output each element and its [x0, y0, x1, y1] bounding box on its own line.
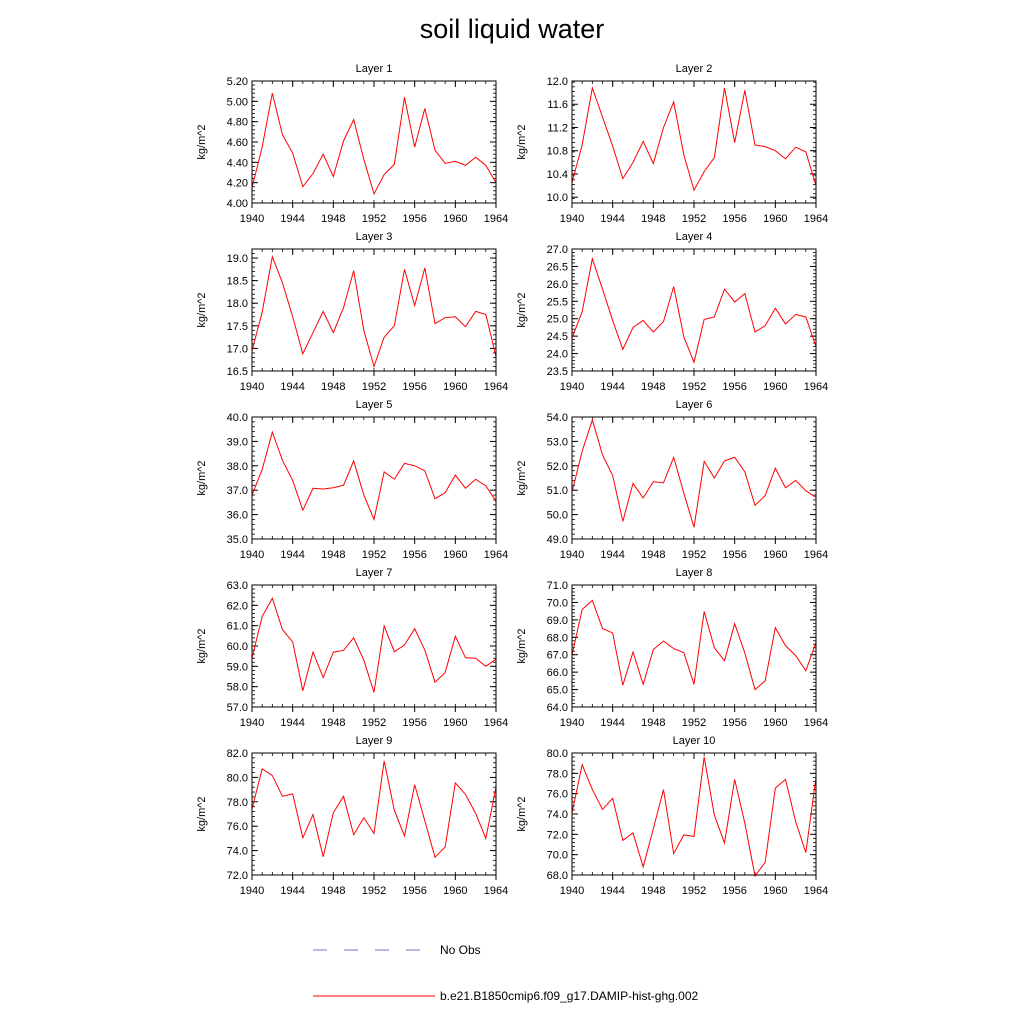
y-tick-label: 26.0	[546, 278, 568, 291]
legend-model-label: b.e21.B1850cmip6.f09_g17.DAMIP-hist-ghg.002	[440, 989, 699, 1003]
x-tick-label: 1948	[641, 549, 666, 561]
y-tick-label: 4.40	[226, 157, 248, 170]
y-tick-label: 59.0	[226, 661, 248, 674]
x-tick-label: 1956	[402, 885, 427, 897]
x-tick-label: 1964	[803, 717, 829, 729]
y-axis-label: kg/m^2	[196, 460, 208, 496]
plot-frame	[252, 249, 496, 371]
y-tick-label: 19.0	[226, 253, 248, 266]
x-tick-label: 1944	[600, 381, 625, 393]
series-line	[572, 600, 816, 689]
y-tick-label: 50.0	[546, 509, 568, 522]
y-tick-label: 40.0	[226, 412, 248, 424]
y-tick-label: 51.0	[546, 485, 568, 498]
y-tick-label: 35.0	[226, 534, 248, 546]
y-tick-label: 54.0	[546, 412, 568, 424]
x-tick-label: 1948	[641, 381, 666, 393]
y-axis-label: kg/m^2	[516, 796, 528, 832]
chart-panels	[196, 63, 828, 897]
x-tick-label: 1952	[681, 213, 707, 225]
y-tick-label: 4.60	[226, 137, 248, 149]
x-tick-label: 1952	[361, 717, 387, 729]
x-tick-label: 1948	[321, 717, 346, 729]
x-tick-label: 1956	[402, 381, 427, 393]
x-tick-label: 1960	[443, 885, 468, 897]
x-tick-label: 1952	[681, 381, 707, 393]
y-tick-label: 66.0	[546, 667, 568, 680]
panel-title: Layer 2	[675, 63, 713, 75]
series-line	[252, 761, 496, 857]
x-tick-label: 1944	[600, 717, 625, 729]
x-tick-label: 1964	[803, 549, 829, 561]
x-tick-label: 1952	[361, 381, 387, 393]
legend-obs-label: No Obs	[440, 943, 481, 957]
plot-frame	[252, 753, 496, 875]
x-tick-label: 1948	[321, 885, 346, 897]
x-tick-label: 1948	[321, 213, 346, 225]
panel-title: Layer 6	[675, 399, 713, 411]
x-tick-label: 1960	[443, 717, 468, 729]
series-line	[572, 88, 816, 190]
y-tick-label: 17.0	[226, 343, 248, 356]
y-tick-label: 76.0	[546, 788, 568, 801]
x-tick-label: 1948	[321, 381, 346, 393]
y-tick-label: 52.0	[546, 460, 568, 473]
y-tick-label: 65.0	[546, 684, 568, 697]
y-axis-label: kg/m^2	[196, 292, 208, 328]
x-tick-label: 1964	[803, 213, 829, 225]
y-axis-label: kg/m^2	[516, 292, 528, 328]
x-tick-label: 1960	[443, 381, 468, 393]
x-tick-label: 1956	[722, 549, 747, 561]
y-axis-label: kg/m^2	[516, 460, 528, 496]
x-tick-label: 1948	[641, 213, 666, 225]
x-tick-label: 1940	[559, 381, 585, 393]
plot-frame	[572, 585, 816, 707]
y-tick-label: 70.0	[546, 597, 568, 610]
panel-title: Layer 9	[355, 735, 393, 747]
x-tick-label: 1956	[402, 213, 427, 225]
x-tick-label: 1956	[402, 717, 427, 729]
y-tick-label: 68.0	[546, 870, 568, 882]
y-tick-label: 74.0	[546, 809, 568, 821]
x-tick-label: 1944	[600, 885, 625, 897]
series-line	[252, 93, 496, 194]
x-tick-label: 1952	[361, 885, 387, 897]
series-line	[252, 432, 496, 519]
x-tick-label: 1940	[239, 213, 265, 225]
y-tick-label: 12.0	[546, 76, 568, 88]
y-axis-label: kg/m^2	[196, 796, 208, 832]
x-tick-label: 1964	[483, 549, 509, 561]
panel-title: Layer 3	[355, 231, 393, 243]
y-tick-label: 4.20	[226, 177, 248, 190]
series-line	[572, 757, 816, 876]
x-tick-label: 1964	[483, 381, 509, 393]
page-title: soil liquid water	[419, 14, 605, 44]
panel-title: Layer 7	[355, 567, 393, 579]
x-tick-label: 1952	[681, 549, 707, 561]
y-tick-label: 62.0	[226, 600, 248, 613]
y-tick-label: 71.0	[546, 580, 568, 592]
x-tick-label: 1960	[443, 549, 468, 561]
x-tick-label: 1944	[280, 213, 305, 225]
y-tick-label: 25.5	[546, 296, 568, 309]
x-tick-label: 1964	[483, 885, 509, 897]
x-tick-label: 1952	[681, 717, 707, 729]
x-tick-label: 1956	[722, 717, 747, 729]
y-tick-label: 61.0	[226, 620, 248, 633]
y-tick-label: 63.0	[226, 580, 248, 592]
x-tick-label: 1964	[803, 885, 829, 897]
x-tick-label: 1944	[280, 381, 305, 393]
chart-panel	[196, 567, 508, 729]
panel-title: Layer 8	[675, 567, 713, 579]
y-tick-label: 78.0	[226, 796, 248, 809]
x-tick-label: 1948	[641, 717, 666, 729]
y-tick-label: 18.0	[226, 298, 248, 311]
y-axis-label: kg/m^2	[516, 124, 528, 160]
chart-panel	[196, 231, 508, 393]
x-tick-label: 1940	[559, 717, 585, 729]
x-tick-label: 1960	[763, 213, 788, 225]
y-tick-label: 16.5	[226, 366, 248, 378]
x-tick-label: 1956	[722, 381, 747, 393]
y-tick-label: 10.0	[546, 192, 568, 205]
y-tick-label: 53.0	[546, 436, 568, 449]
x-tick-label: 1940	[559, 549, 585, 561]
x-tick-label: 1944	[600, 213, 625, 225]
y-tick-label: 24.0	[546, 348, 568, 361]
x-tick-label: 1960	[443, 213, 468, 225]
y-tick-label: 68.0	[546, 632, 568, 645]
y-tick-label: 10.8	[546, 145, 568, 158]
x-tick-label: 1944	[280, 885, 305, 897]
x-tick-label: 1964	[483, 717, 509, 729]
y-tick-label: 23.5	[546, 366, 568, 378]
y-tick-label: 25.0	[546, 313, 568, 326]
plot-frame	[572, 417, 816, 539]
x-tick-label: 1964	[803, 381, 829, 393]
y-tick-label: 76.0	[226, 821, 248, 834]
x-tick-label: 1952	[681, 885, 707, 897]
y-tick-label: 78.0	[546, 768, 568, 781]
y-tick-label: 57.0	[226, 702, 248, 714]
plot-frame	[572, 753, 816, 875]
x-tick-label: 1952	[361, 213, 387, 225]
y-tick-label: 74.0	[226, 845, 248, 858]
x-tick-label: 1948	[641, 885, 666, 897]
chart-panel	[196, 735, 508, 897]
y-tick-label: 37.0	[226, 485, 248, 498]
plot-frame	[572, 249, 816, 371]
x-tick-label: 1944	[600, 549, 625, 561]
chart-panel	[516, 735, 828, 897]
y-tick-label: 18.5	[226, 275, 248, 288]
y-tick-label: 39.0	[226, 436, 248, 449]
x-tick-label: 1940	[239, 717, 265, 729]
chart-panel	[516, 231, 828, 393]
y-tick-label: 5.00	[226, 96, 248, 109]
x-tick-label: 1964	[483, 213, 509, 225]
y-tick-label: 80.0	[226, 772, 248, 785]
y-tick-label: 70.0	[546, 849, 568, 862]
y-tick-label: 67.0	[546, 649, 568, 662]
x-tick-label: 1940	[559, 885, 585, 897]
x-tick-label: 1960	[763, 717, 788, 729]
x-tick-label: 1940	[239, 885, 265, 897]
legend	[313, 943, 698, 1003]
chart-panel	[516, 567, 828, 729]
x-tick-label: 1956	[722, 885, 747, 897]
y-tick-label: 49.0	[546, 534, 568, 546]
x-tick-label: 1948	[321, 549, 346, 561]
y-tick-label: 4.00	[226, 198, 248, 210]
series-line	[572, 420, 816, 527]
chart-panel	[516, 63, 828, 225]
x-tick-label: 1960	[763, 549, 788, 561]
y-tick-label: 27.0	[546, 244, 568, 256]
y-tick-label: 80.0	[546, 748, 568, 760]
y-axis-label: kg/m^2	[516, 628, 528, 664]
x-tick-label: 1944	[280, 549, 305, 561]
y-tick-label: 26.5	[546, 261, 568, 274]
y-tick-label: 24.5	[546, 331, 568, 344]
y-tick-label: 4.80	[226, 116, 248, 129]
y-tick-label: 72.0	[546, 829, 568, 842]
plot-frame	[252, 81, 496, 203]
y-tick-label: 64.0	[546, 702, 568, 714]
series-line	[572, 259, 816, 363]
panel-title: Layer 1	[355, 63, 393, 75]
y-tick-label: 38.0	[226, 460, 248, 473]
chart-panel	[516, 399, 828, 561]
chart-panel	[196, 63, 508, 225]
x-tick-label: 1960	[763, 885, 788, 897]
x-tick-label: 1940	[559, 213, 585, 225]
x-tick-label: 1960	[763, 381, 788, 393]
y-tick-label: 11.2	[547, 122, 568, 135]
y-axis-label: kg/m^2	[196, 628, 208, 664]
x-tick-label: 1956	[402, 549, 427, 561]
y-tick-label: 82.0	[226, 748, 248, 760]
y-tick-label: 58.0	[226, 681, 248, 694]
panel-title: Layer 5	[355, 399, 393, 411]
y-tick-label: 69.0	[546, 614, 568, 627]
y-tick-label: 36.0	[226, 509, 248, 522]
x-tick-label: 1956	[722, 213, 747, 225]
chart-panel	[196, 399, 508, 561]
x-tick-label: 1944	[280, 717, 305, 729]
x-tick-label: 1940	[239, 381, 265, 393]
panel-title: Layer 10	[672, 735, 716, 747]
panel-title: Layer 4	[675, 231, 713, 243]
y-tick-label: 60.0	[226, 641, 248, 653]
y-tick-label: 5.20	[226, 76, 248, 88]
series-line	[252, 257, 496, 367]
plot-frame	[572, 81, 816, 203]
y-tick-label: 10.4	[546, 168, 568, 181]
x-tick-label: 1952	[361, 549, 387, 561]
y-tick-label: 17.5	[226, 320, 248, 333]
y-tick-label: 11.6	[547, 99, 568, 112]
x-tick-label: 1940	[239, 549, 265, 561]
series-line	[252, 598, 496, 692]
y-tick-label: 72.0	[226, 870, 248, 882]
y-axis-label: kg/m^2	[196, 124, 208, 160]
